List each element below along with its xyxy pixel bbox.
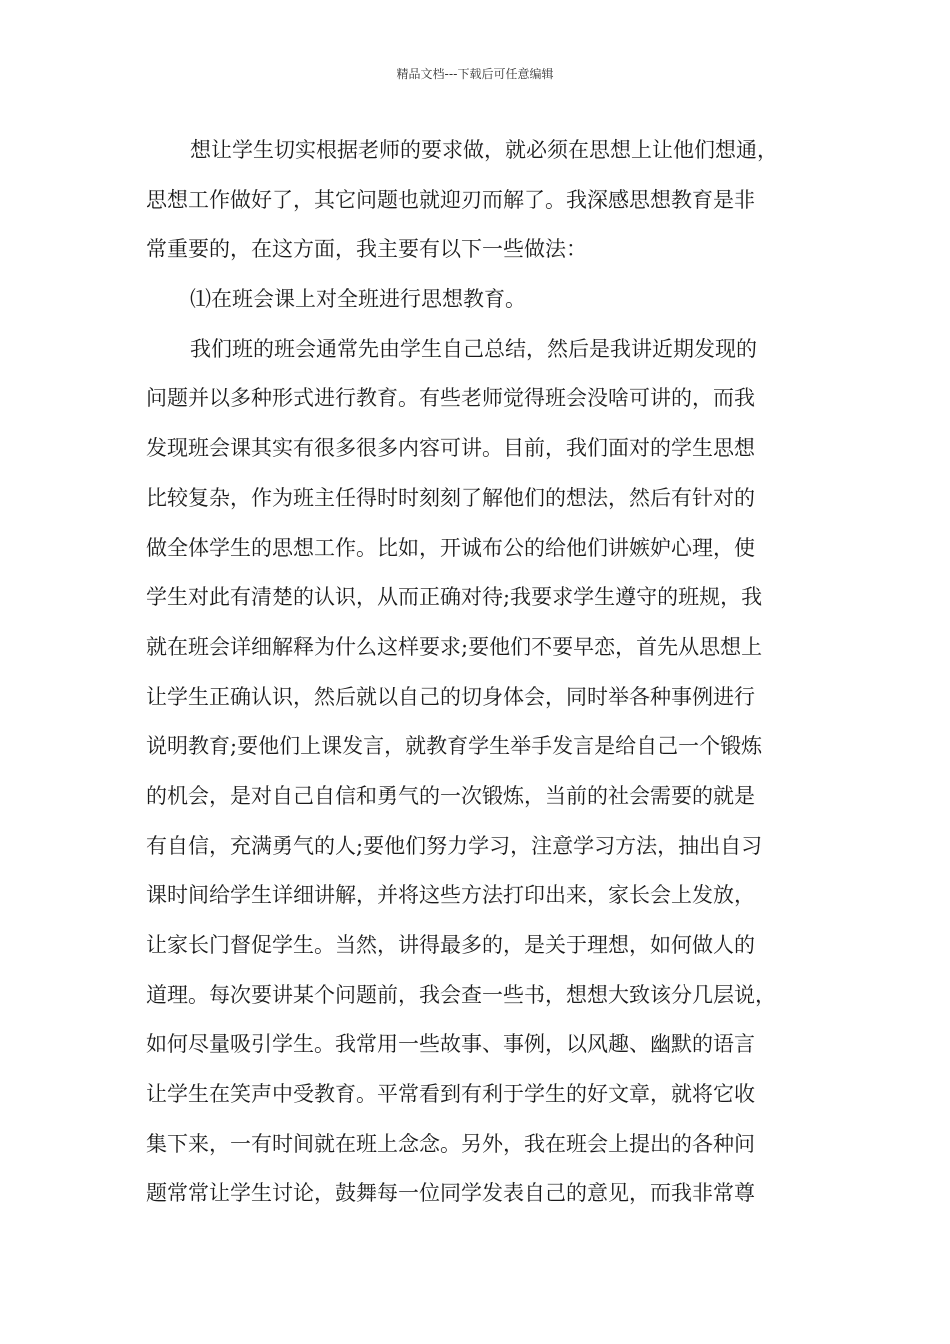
paragraph-line: 发现班会课其实有很多很多内容可讲。目前，我们面对的学生思想 — [146, 436, 755, 461]
document-body — [146, 126, 810, 1219]
paragraph-line: 常重要的，在这方面，我主要有以下一些做法： — [146, 237, 587, 262]
paragraph-line: 比较复杂，作为班主任得时时刻刻了解他们的想法，然后有针对的 — [146, 485, 755, 510]
paragraph-line: 说明教育;要他们上课发言，就教育学生举手发言是给自己一个锻炼 — [146, 734, 763, 759]
paragraph-line: 想让学生切实根据老师的要求做，就必须在思想上让他们想通， — [190, 138, 778, 162]
paragraph-line: 有自信，充满勇气的人;要他们努力学习，注意学习方法，抽出自习 — [146, 833, 763, 858]
paragraph-line: 让家长门督促学生。当然，讲得最多的，是关于理想，如何做人的 — [146, 933, 755, 957]
paragraph-line: 做全体学生的思想工作。比如，开诚布公的给他们讲嫉妒心理，使 — [146, 535, 755, 560]
paragraph-line: 让学生正确认识，然后就以自己的切身体会，同时举各种事例进行 — [146, 684, 755, 709]
paragraph-line: 的机会，是对自己自信和勇气的一次锻炼，当前的社会需要的就是 — [146, 783, 755, 808]
paragraph-line: 就在班会详细解释为什么这样要求;要他们不要早恋，首先从思想上 — [146, 634, 763, 659]
paragraph-line: 我们班的班会通常先由学生自己总结，然后是我讲近期发现的 — [190, 336, 757, 361]
paragraph-line: 思想工作做好了，其它问题也就迎刃而解了。我深感思想教育是非 — [146, 187, 755, 212]
paragraph-line: 课时间给学生详细讲解，并将这些方法打印出来，家长会上发放， — [146, 883, 755, 908]
paragraph-line: 集下来，一有时间就在班上念念。另外，我在班会上提出的各种问 — [146, 1131, 755, 1156]
paragraph-line: 如何尽量吸引学生。我常用一些故事、事例，以风趣、幽默的语言 — [146, 1032, 755, 1057]
paragraph-line: 道理。每次要讲某个问题前，我会查一些书，想想大致该分几层说， — [146, 982, 776, 1007]
paragraph-line: 题常常让学生讨论，鼓舞每一位同学发表自己的意见，而我非常尊 — [146, 1181, 755, 1206]
paragraph-line: 让学生在笑声中受教育。平常看到有利于学生的好文章，就将它收 — [146, 1082, 755, 1107]
paragraph-line: 问题并以多种形式进行教育。有些老师觉得班会没啥可讲的，而我 — [146, 386, 755, 411]
section-heading: ⑴在班会课上对全班进行思想教育。 — [190, 287, 526, 312]
page-header: 精品文档---下载后可任意编辑 — [396, 67, 554, 81]
paragraph-line: 学生对此有清楚的认识，从而正确对待;我要求学生遵守的班规，我 — [146, 585, 763, 610]
